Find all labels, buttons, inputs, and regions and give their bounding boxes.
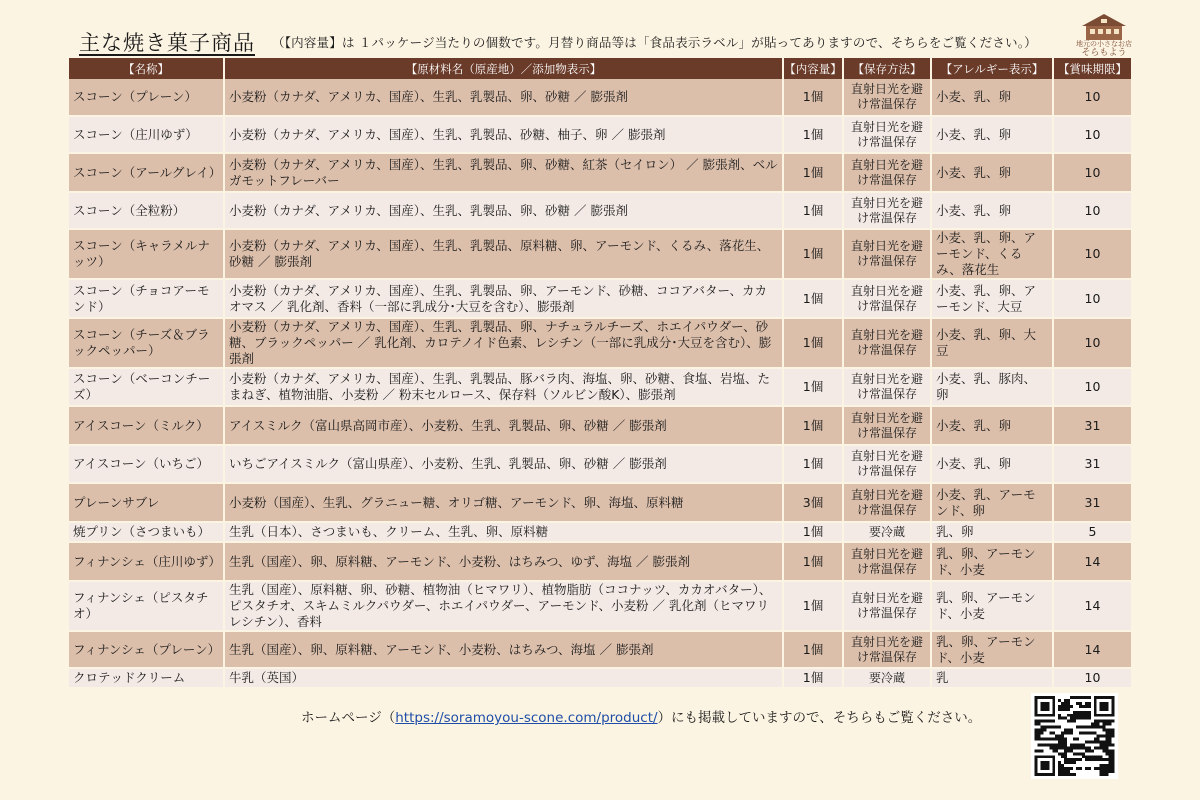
best-before-cell: 10 <box>1053 368 1131 406</box>
logo-text <box>1072 40 1136 58</box>
ingredients-cell: 小麦粉（カナダ、アメリカ、国産）、生乳、乳製品、卵、アーモンド、砂糖、ココアバター、カカオマス ／ 乳化剤、香料（一部に乳成分･大豆を含む）、膨張剤 <box>224 279 783 318</box>
quantity-cell: 1個 <box>783 116 843 153</box>
product-name-cell: スコーン（チョコアーモンド） <box>69 279 224 318</box>
table-row <box>69 631 1131 668</box>
col-header-name: 【名称】 <box>69 58 224 79</box>
quantity-cell: 1個 <box>783 153 843 192</box>
table-row <box>69 229 1131 279</box>
quantity-cell: 1個 <box>783 406 843 445</box>
best-before-cell: 14 <box>1053 581 1131 631</box>
storage-cell: 直射日光を避け常温保存 <box>843 483 931 522</box>
storage-cell: 直射日光を避け常温保存 <box>843 406 931 445</box>
ingredients-cell: 小麦粉（国産）、生乳、グラニュー糖、オリゴ糖、アーモンド、卵、海塩、原料糖 <box>224 483 783 522</box>
storage-cell: 直射日光を避け常温保存 <box>843 79 931 116</box>
quantity-cell: 1個 <box>783 368 843 406</box>
storage-cell: 直射日光を避け常温保存 <box>843 116 931 153</box>
col-header-ingredients: 【原材料名（原産地）／添加物表示】 <box>224 58 783 79</box>
storage-cell: 直射日光を避け常温保存 <box>843 192 931 229</box>
storage-cell: 直射日光を避け常温保存 <box>843 445 931 483</box>
table-row <box>69 668 1131 688</box>
best-before-cell: 10 <box>1053 192 1131 229</box>
best-before-cell: 10 <box>1053 318 1131 368</box>
product-name-cell: スコーン（プレーン） <box>69 79 224 116</box>
table-row <box>69 318 1131 368</box>
quantity-cell: 1個 <box>783 79 843 116</box>
best-before-cell: 10 <box>1053 116 1131 153</box>
allergy-cell: 小麦、乳、豚肉、卵 <box>931 368 1053 406</box>
ingredients-cell: 小麦粉（カナダ、アメリカ、国産）、生乳、乳製品、砂糖、柚子、卵 ／ 膨張剤 <box>224 116 783 153</box>
ingredients-cell: 小麦粉（カナダ、アメリカ、国産）、生乳、乳製品、卵、砂糖 ／ 膨張剤 <box>224 79 783 116</box>
allergy-cell: 乳、卵、アーモンド、小麦 <box>931 542 1053 581</box>
best-before-cell: 5 <box>1053 522 1131 542</box>
table-row <box>69 368 1131 406</box>
table-row <box>69 483 1131 522</box>
best-before-cell: 14 <box>1053 542 1131 581</box>
ingredients-cell: 牛乳（英国） <box>224 668 783 688</box>
table-row <box>69 445 1131 483</box>
storage-cell: 直射日光を避け常温保存 <box>843 631 931 668</box>
ingredients-cell: 小麦粉（カナダ、アメリカ、国産）、生乳、乳製品、卵、砂糖、紅茶（セイロン） ／ 膨張剤、ベルガモットフレーバー <box>224 153 783 192</box>
table-row <box>69 406 1131 445</box>
allergy-cell: 小麦、乳、卵 <box>931 192 1053 229</box>
product-name-cell: フィナンシェ（ピスタチオ） <box>69 581 224 631</box>
table-row <box>69 79 1131 116</box>
best-before-cell: 31 <box>1053 406 1131 445</box>
product-name-cell: 焼プリン（さつまいも） <box>69 522 224 542</box>
storage-cell: 直射日光を避け常温保存 <box>843 318 931 368</box>
col-header-best-before: 【賞味期限】 <box>1053 58 1131 79</box>
quantity-cell: 1個 <box>783 229 843 279</box>
best-before-cell: 10 <box>1053 229 1131 279</box>
best-before-cell: 10 <box>1053 668 1131 688</box>
ingredients-cell: いちごアイスミルク（富山県産）、小麦粉、生乳、乳製品、卵、砂糖 ／ 膨張剤 <box>224 445 783 483</box>
quantity-cell: 1個 <box>783 668 843 688</box>
col-header-allergy: 【アレルギー表示】 <box>931 58 1053 79</box>
product-name-cell: スコーン（全粒粉） <box>69 192 224 229</box>
allergy-cell: 小麦、乳、卵、大豆 <box>931 318 1053 368</box>
quantity-cell: 1個 <box>783 192 843 229</box>
storage-cell: 要冷蔵 <box>843 668 931 688</box>
product-name-cell: プレーンサブレ <box>69 483 224 522</box>
ingredients-cell: 小麦粉（カナダ、アメリカ、国産）、生乳、乳製品、原料糖、卵、アーモンド、くるみ、落花生、砂糖 ／ 膨張剤 <box>224 229 783 279</box>
storage-cell: 要冷蔵 <box>843 522 931 542</box>
logo-text-line2: そらもよう <box>1081 48 1127 58</box>
quantity-cell: 1個 <box>783 581 843 631</box>
ingredients-cell: 生乳（国産）、原料糖、卵、砂糖、植物油（ヒマワリ）、植物脂肪（ココナッツ、カカオバター）、ピスタチオ、スキムミルクパウダー、ホエイパウダー、アーモンド、小麦粉 ／ 乳化剤（ヒマワリレシチン）、香料 <box>224 581 783 631</box>
footer-note <box>301 706 981 726</box>
product-name-cell: スコーン（チーズ＆ブラックペッパー） <box>69 318 224 368</box>
table-row <box>69 522 1131 542</box>
logo-text-line1: 地元の小さなお店 <box>1076 40 1132 48</box>
table-header-row <box>69 58 1131 79</box>
quantity-cell: 1個 <box>783 631 843 668</box>
header-note: （【内容量】は １パッケージ当たりの個数です。月替り商品等は「食品表示ラベル」が貼ってありますので、そちらをご覧ください。） <box>272 35 1037 50</box>
table-row <box>69 279 1131 318</box>
product-table <box>69 58 1131 689</box>
ingredients-cell: 生乳（日本）、さつまいも、クリーム、生乳、卵、原料糖 <box>224 522 783 542</box>
table-row <box>69 153 1131 192</box>
table-body <box>69 79 1131 688</box>
best-before-cell: 31 <box>1053 483 1131 522</box>
allergy-cell: 小麦、乳、卵 <box>931 445 1053 483</box>
allergy-cell: 小麦、乳、卵、アーモンド、くるみ、落花生 <box>931 229 1053 279</box>
allergy-cell: 小麦、乳、卵、アーモンド、大豆 <box>931 279 1053 318</box>
footer-suffix: ）にも掲載していますので、そちらもご覧ください。 <box>657 710 982 726</box>
allergy-cell: 小麦、乳、卵 <box>931 406 1053 445</box>
product-name-cell: スコーン（アールグレイ） <box>69 153 224 192</box>
product-name-cell: フィナンシェ（庄川ゆず） <box>69 542 224 581</box>
allergy-cell: 乳 <box>931 668 1053 688</box>
homepage-link[interactable]: https://soramoyou-scone.com/product/ <box>395 710 658 726</box>
qr-code-icon[interactable] <box>1031 693 1118 779</box>
table-row <box>69 192 1131 229</box>
allergy-cell: 小麦、乳、卵 <box>931 116 1053 153</box>
storage-cell: 直射日光を避け常温保存 <box>843 581 931 631</box>
storage-cell: 直射日光を避け常温保存 <box>843 542 931 581</box>
ingredients-cell: 生乳（国産）、卵、原料糖、アーモンド、小麦粉、はちみつ、ゆず、海塩 ／ 膨張剤 <box>224 542 783 581</box>
col-header-storage: 【保存方法】 <box>843 58 931 79</box>
allergy-cell: 小麦、乳、卵 <box>931 79 1053 116</box>
product-name-cell: スコーン（ベーコンチーズ） <box>69 368 224 406</box>
quantity-cell: 1個 <box>783 318 843 368</box>
storage-cell: 直射日光を避け常温保存 <box>843 368 931 406</box>
best-before-cell: 14 <box>1053 631 1131 668</box>
ingredients-cell: 小麦粉（カナダ、アメリカ、国産）、生乳、乳製品、豚バラ肉、海塩、卵、砂糖、食塩、岩塩、たまねぎ、植物油脂、小麦粉 ／ 粉末セルロース、保存料（ソルビン酸K）、膨張剤 <box>224 368 783 406</box>
product-name-cell: クロテッドクリーム <box>69 668 224 688</box>
product-name-cell: スコーン（キャラメルナッツ） <box>69 229 224 279</box>
quantity-cell: 1個 <box>783 522 843 542</box>
ingredients-cell: 小麦粉（カナダ、アメリカ、国産）、生乳、乳製品、卵、ナチュラルチーズ、ホエイパウダー、砂糖、ブラックペッパー ／ 乳化剤、カロテノイド色素、レシチン（一部に乳成分･大豆を含む）、膨張剤 <box>224 318 783 368</box>
allergy-cell: 乳、卵 <box>931 522 1053 542</box>
ingredients-cell: アイスミルク（富山県高岡市産）、小麦粉、生乳、乳製品、卵、砂糖 ／ 膨張剤 <box>224 406 783 445</box>
quantity-cell: 1個 <box>783 542 843 581</box>
quantity-cell: 1個 <box>783 279 843 318</box>
col-header-quantity: 【内容量】 <box>783 58 843 79</box>
best-before-cell: 10 <box>1053 153 1131 192</box>
best-before-cell: 31 <box>1053 445 1131 483</box>
allergy-cell: 小麦、乳、卵 <box>931 153 1053 192</box>
best-before-cell: 10 <box>1053 279 1131 318</box>
allergy-cell: 小麦、乳、アーモンド、卵 <box>931 483 1053 522</box>
table-row <box>69 542 1131 581</box>
page-title: 主な焼き菓子商品 <box>79 31 255 55</box>
ingredients-cell: 生乳（国産）、卵、原料糖、アーモンド、小麦粉、はちみつ、海塩 ／ 膨張剤 <box>224 631 783 668</box>
ingredients-cell: 小麦粉（カナダ、アメリカ、国産）、生乳、乳製品、卵、砂糖 ／ 膨張剤 <box>224 192 783 229</box>
best-before-cell: 10 <box>1053 79 1131 116</box>
product-name-cell: アイスコーン（ミルク） <box>69 406 224 445</box>
allergy-cell: 乳、卵、アーモンド、小麦 <box>931 631 1053 668</box>
storage-cell: 直射日光を避け常温保存 <box>843 229 931 279</box>
product-name-cell: フィナンシェ（プレーン） <box>69 631 224 668</box>
quantity-cell: 3個 <box>783 483 843 522</box>
table-row <box>69 581 1131 631</box>
footer-prefix: ホームページ（ <box>301 710 396 726</box>
storage-cell: 直射日光を避け常温保存 <box>843 153 931 192</box>
product-name-cell: スコーン（庄川ゆず） <box>69 116 224 153</box>
storage-cell: 直射日光を避け常温保存 <box>843 279 931 318</box>
quantity-cell: 1個 <box>783 445 843 483</box>
allergy-cell: 乳、卵、アーモンド、小麦 <box>931 581 1053 631</box>
table-row <box>69 116 1131 153</box>
product-name-cell: アイスコーン（いちご） <box>69 445 224 483</box>
